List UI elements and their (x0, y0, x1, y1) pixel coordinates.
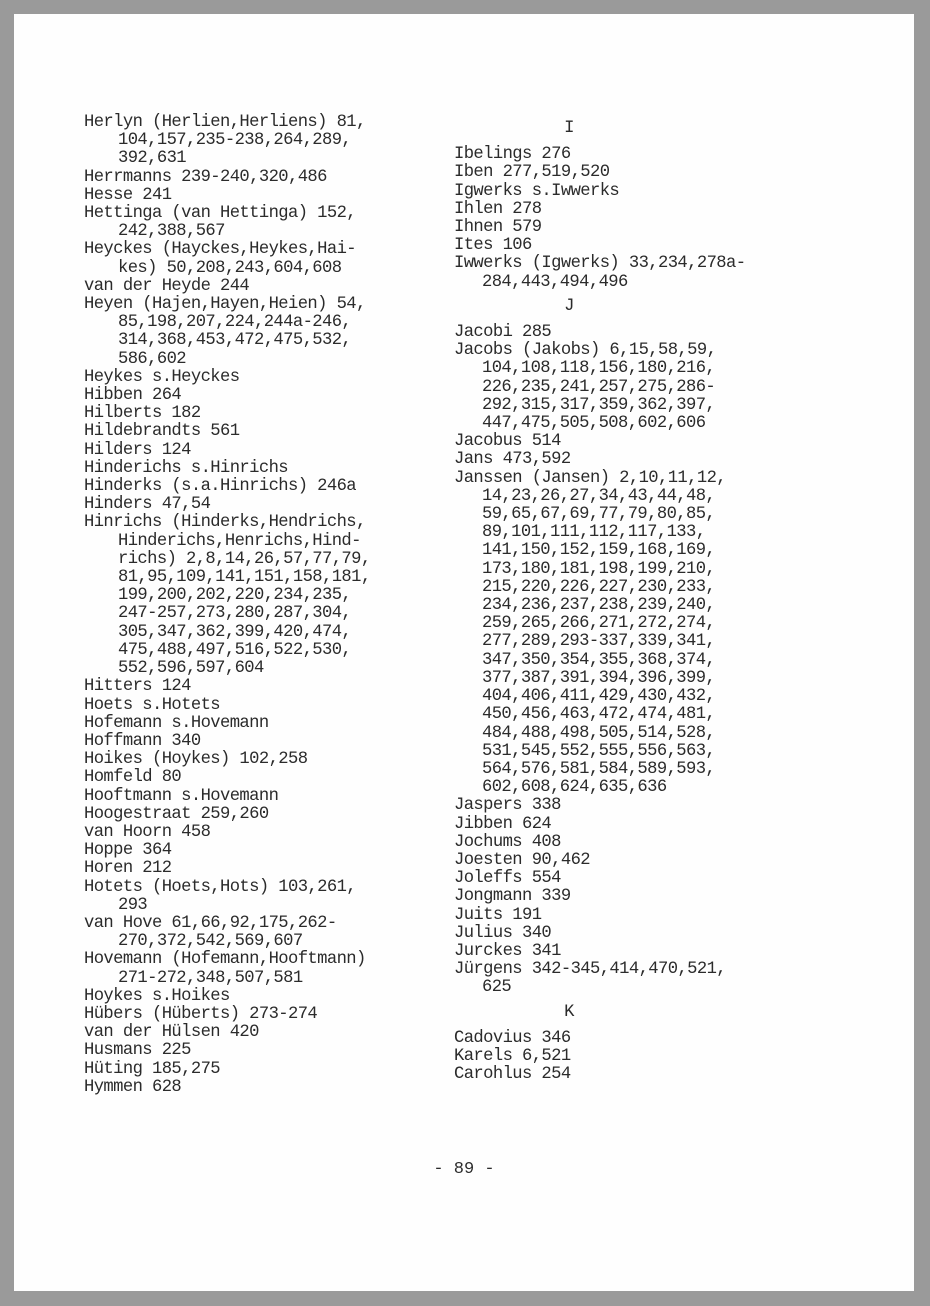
section-letter: I (564, 119, 574, 138)
section-letter: K (564, 1002, 574, 1022)
index-entry-continuation: 314,368,453,472,475,532, (118, 331, 352, 351)
index-entry: Hoets s.Hotets (84, 695, 220, 715)
index-entry-continuation: 14,23,26,27,34,43,44,48, (482, 486, 716, 506)
index-entry: Ihlen 278 (454, 199, 542, 219)
index-entry: Hoffmann 340 (84, 731, 201, 751)
index-entry: Ites 106 (454, 236, 532, 256)
index-entry-continuation: 259,265,266,271,272,274, (482, 614, 716, 634)
index-entry-continuation: 247-257,273,280,287,304, (118, 604, 352, 624)
index-entry-continuation: 392,631 (118, 149, 186, 169)
index-entry: Horen 212 (84, 859, 172, 879)
index-entry: Iben 277,519,520 (454, 163, 610, 183)
index-entry-continuation: 242,388,567 (118, 222, 225, 242)
index-entry: Jans 473,592 (454, 450, 571, 470)
index-entry: Julius 340 (454, 923, 552, 943)
index-entry-continuation: 81,95,109,141,151,158,181, (118, 568, 371, 588)
index-entry: Jurckes 341 (454, 941, 561, 961)
index-entry: Jacobs (Jakobs) 6,15,58,59, (454, 341, 717, 361)
index-entry-continuation: 564,576,581,584,589,593, (482, 759, 716, 779)
index-entry-continuation: 475,488,497,516,522,530, (118, 640, 352, 660)
index-entry-continuation: 293 (118, 895, 148, 915)
index-entry-continuation: 59,65,67,69,77,79,80,85, (482, 505, 716, 525)
index-entry: Hymmen 628 (84, 1077, 182, 1097)
index-entry: Herrmanns 239-240,320,486 (84, 167, 327, 187)
index-entry: Jongmann 339 (454, 887, 571, 907)
page-number: - 89 - (433, 1160, 495, 1179)
section-letter: J (564, 296, 574, 316)
index-entry: Hooftmann s.Hovemann (84, 786, 279, 806)
index-entry: Hoikes (Hoykes) 102,258 (84, 750, 308, 770)
index-entry: Joesten 90,462 (454, 850, 590, 870)
index-entry: van der Hülsen 420 (84, 1023, 259, 1043)
index-entry: Heyckes (Hayckes,Heykes,Hai- (84, 240, 356, 260)
index-entry: Hinderks (s.a.Hinrichs) 246a (84, 477, 356, 497)
index-entry: Hettinga (van Hettinga) 152, (84, 204, 356, 224)
index-entry-continuation: 270,372,542,569,607 (118, 932, 303, 952)
index-entry-continuation: 404,406,411,429,430,432, (482, 687, 716, 707)
index-entry-continuation: richs) 2,8,14,26,57,77,79, (118, 549, 371, 569)
index-column-right (454, 114, 834, 1084)
index-entry-continuation: 104,108,118,156,180,216, (482, 359, 716, 379)
index-entry: Hoppe 364 (84, 841, 172, 861)
index-entry-continuation: 447,475,505,508,602,606 (482, 414, 706, 434)
index-entry: Hinrichs (Hinderks,Hendrichs, (84, 513, 366, 533)
index-entry: Cadovius 346 (454, 1028, 571, 1048)
index-entry: Hilders 124 (84, 440, 191, 460)
index-entry: Jaspers 338 (454, 796, 561, 816)
index-entry: Jochums 408 (454, 832, 561, 852)
index-entry: Hovemann (Hofemann,Hooftmann) (84, 950, 366, 970)
index-entry: Jibben 624 (454, 814, 552, 834)
index-entry-continuation: 602,608,624,635,636 (482, 778, 667, 798)
index-entry: Joleffs 554 (454, 869, 561, 889)
index-entry-continuation: 305,347,362,399,420,474, (118, 622, 352, 642)
index-entry: Hibben 264 (84, 386, 182, 406)
index-entry-continuation: 586,602 (118, 349, 186, 369)
index-entry: Igwerks s.Iwwerks (454, 181, 620, 201)
index-entry: Hoykes s.Hoikes (84, 986, 230, 1006)
index-entry-continuation: 377,387,391,394,396,399, (482, 668, 716, 688)
index-entry: Hoogestraat 259,260 (84, 804, 269, 824)
index-entry: Hübers (Hüberts) 273-274 (84, 1004, 318, 1024)
index-entry: Hesse 241 (84, 185, 172, 205)
index-entry-continuation: 85,198,207,224,244a-246, (118, 313, 352, 333)
index-entry-continuation: 199,200,202,220,234,235, (118, 586, 352, 606)
index-entry-continuation: 625 (482, 978, 512, 998)
index-entry-continuation: 484,488,498,505,514,528, (482, 723, 716, 743)
index-entry: van der Heyde 244 (84, 276, 250, 296)
index-entry: van Hoorn 458 (84, 822, 211, 842)
index-entry-continuation: 173,180,181,198,199,210, (482, 559, 716, 579)
index-entry-continuation: 450,456,463,472,474,481, (482, 705, 716, 725)
index-entry-continuation: 215,220,226,227,230,233, (482, 577, 716, 597)
index-entry: Ibelings 276 (454, 145, 571, 165)
index-entry-continuation: 89,101,111,112,117,133, (482, 523, 706, 543)
index-entry-continuation: 104,157,235-238,264,289, (118, 131, 352, 151)
index-entry: Hilberts 182 (84, 404, 201, 424)
index-entry: Hildebrandts 561 (84, 422, 240, 442)
index-entry: Jacobus 514 (454, 432, 561, 452)
index-entry: Hotets (Hoets,Hots) 103,261, (84, 877, 356, 897)
index-entry: Janssen (Jansen) 2,10,11,12, (454, 468, 726, 488)
index-entry-continuation: 292,315,317,359,362,397, (482, 395, 716, 415)
index-entry: Jacobi 285 (454, 323, 552, 343)
index-entry: Homfeld 80 (84, 768, 182, 788)
index-entry: Jürgens 342-345,414,470,521, (454, 960, 726, 980)
index-entry: Heyen (Hajen,Hayen,Heien) 54, (84, 295, 366, 315)
index-entry: Hinderichs s.Hinrichs (84, 458, 288, 478)
index-entry: Hinders 47,54 (84, 495, 211, 515)
index-column-left (84, 114, 444, 1097)
index-entry-continuation: 531,545,552,555,556,563, (482, 741, 716, 761)
index-entry: Hüting 185,275 (84, 1059, 220, 1079)
index-entry: Karels 6,521 (454, 1046, 571, 1066)
index-entry-continuation: 226,235,241,257,275,286- (482, 377, 716, 397)
index-entry-continuation: 284,443,494,496 (482, 272, 628, 292)
index-entry: van Hove 61,66,92,175,262- (84, 913, 337, 933)
index-entry: Hitters 124 (84, 677, 191, 697)
index-entry-continuation: 141,150,152,159,168,169, (482, 541, 716, 561)
index-entry-continuation: 271-272,348,507,581 (118, 968, 303, 988)
index-entry: Herlyn (Herlien,Herliens) 81, (84, 113, 366, 132)
index-entry-continuation: Hinderichs,Henrichs,Hind- (118, 531, 361, 551)
document-page (14, 14, 914, 1291)
index-entry-continuation: 552,596,597,604 (118, 659, 264, 679)
index-entry-continuation: 234,236,237,238,239,240, (482, 596, 716, 616)
index-entry: Hofemann s.Hovemann (84, 713, 269, 733)
index-entry: Ihnen 579 (454, 218, 542, 238)
index-entry-continuation: 347,350,354,355,368,374, (482, 650, 716, 670)
index-entry: Carohlus 254 (454, 1065, 571, 1085)
index-entry-continuation: kes) 50,208,243,604,608 (118, 258, 342, 278)
index-entry-continuation: 277,289,293-337,339,341, (482, 632, 716, 652)
index-entry: Iwwerks (Igwerks) 33,234,278a- (454, 254, 746, 274)
index-entry: Heykes s.Heyckes (84, 367, 240, 387)
index-entry: Husmans 225 (84, 1041, 191, 1061)
index-entry: Juits 191 (454, 905, 542, 925)
